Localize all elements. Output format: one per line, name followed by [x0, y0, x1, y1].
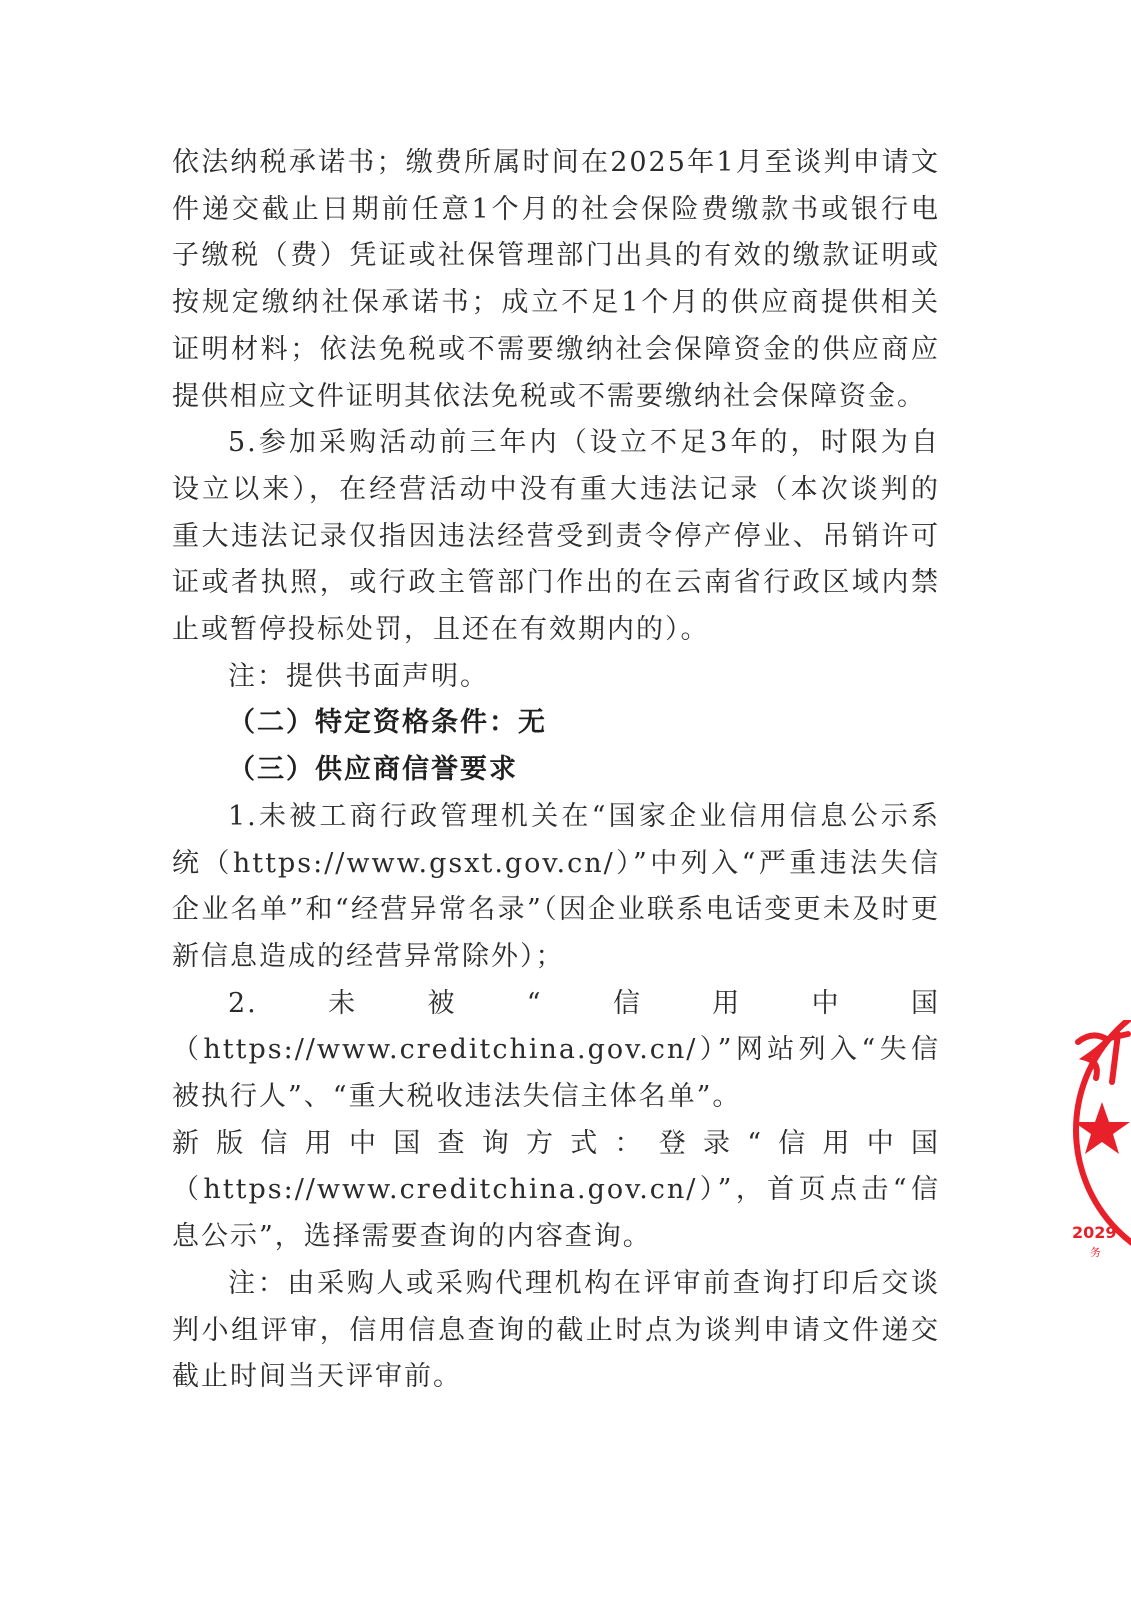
document-body [172, 140, 940, 1401]
paragraph-tax-social-security: 依法纳税承诺书；缴费所属时间在2025年1月至谈判申请文件递交截止日期前任意1个月的社会保险费缴款书或银行电子缴税（费）凭证或社保管理部门出具的有效的缴款证明或按规定缴纳社保承诺书；成立不足1个月的供应商提供相关证明材料；依法免税或不需要缴纳社会保障资金的供应商应提供相应文件证明其依法免税或不需要缴纳社会保障资金。 [172, 147, 940, 412]
paragraph-creditchina-query-method: 新版信用中国查询方式：登录“信用中国 [172, 1127, 940, 1159]
paragraph-no-violation-record: 5.参加采购活动前三年内（设立不足3年的，时限为自设立以来），在经营活动中没有重大违法记录（本次谈判的重大违法记录仅指因违法经营受到责令停产停业、吊销许可证或者执照，或行政主管部门作出的在云南省行政区域内禁止或暂停投标处罚，且还在有效期内的）。 [172, 427, 940, 646]
red-seal-icon [1068, 1020, 1131, 1270]
seal-char-text: 务 [1090, 1246, 1101, 1259]
note-credit-check: 注：由采购人或采购代理机构在评审前查询打印后交谈判小组评审，信用信息查询的截止时点为谈判申请文件递交截止时间当天评审前。 [172, 1267, 940, 1393]
note-written-statement: 注：提供书面声明。 [228, 660, 489, 692]
paragraph-creditchina-requirement: 2.未被“信用中国（https://www.creditchina.gov.cn/）”网站列入“失信被执行人”、“重大税收违法失信主体名单”。 [172, 987, 940, 1113]
paragraph-creditchina-query-steps: （https://www.creditchina.gov.cn/）”，首页点击“信息公示”，选择需要查询的内容查询。 [172, 1174, 940, 1253]
seal-number-text: 2029 [1072, 1223, 1117, 1242]
heading-credit-requirements: （三）供应商信誉要求 [228, 754, 518, 786]
heading-specific-qualifications: （二）特定资格条件：无 [228, 707, 547, 739]
paragraph-gsxt-requirement: 1.未被工商行政管理机关在“国家企业信用信息公示系统（https://www.gsxt.gov.cn/）”中列入“严重违法失信企业名单”和“经营异常名录”（因企业联系电话变更未及时更新信息造成的经营异常除外）； [172, 800, 940, 972]
